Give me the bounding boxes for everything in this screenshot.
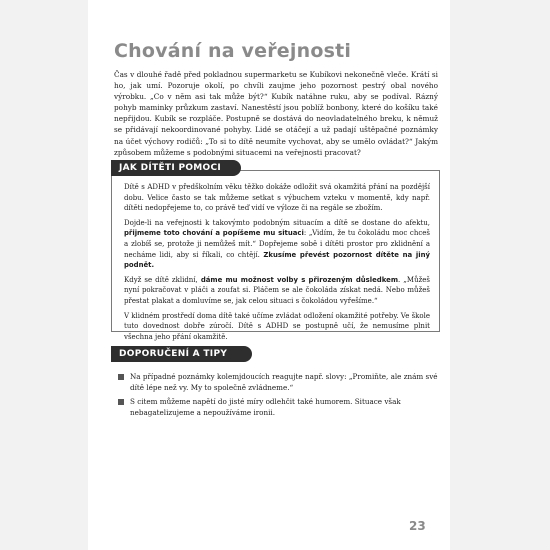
tip-text: S citem můžeme napětí do jisté míry odlehčit také humorem. Situace však nebagatelizujeme a nepoužíváme ironii. xyxy=(130,396,401,417)
tips-heading: DOPORUČENÍ A TIPY xyxy=(111,346,252,362)
help-paragraph-3-text-2: . „Můžeš nyní pokračovat v pláči a zoufat si. Pláčem se ale čokoláda získat nedá. Nebo můžeš přestat plakat a domluvíme se, jak celou situaci s čokoládou vyřešíme.“ xyxy=(124,275,430,305)
help-paragraph-2-text: Dojde-li na veřejnosti k takovýmto podobným situacím a dítě se dostane do afektu, xyxy=(124,218,430,227)
square-bullet-icon xyxy=(118,399,124,405)
square-bullet-icon xyxy=(118,374,124,380)
help-paragraph-3 xyxy=(124,275,430,307)
list-item xyxy=(118,396,438,419)
page-number: 23 xyxy=(409,519,426,533)
tip-text: Na případné poznámky kolemjdoucích reagujte např. slovy: „Promiňte, ale znám své dítě lépe než vy. My to společně zvládneme.“ xyxy=(130,372,438,393)
intro-paragraph: Čas v dlouhé řadě před pokladnou supermarketu se Kubíkovi nekonečně vleče. Krátí si ho, jak umí. Pozoruje okolí, po chvíli zaujme jeho pozornost pestrý obal nového výrobku. „Co v něm asi tak může být?“ Kubík natáhne ruku, aby se podíval. Rázný pohyb maminky průzkum zastaví. Nanestěstí jsou poblíž bonbony, které do košíku také nepřijdou. Kubík se rozpláče. Postupně se dostává do neovladatelného breku, k němuž se přidávají nekoordinované pohyby. Lidé se otáčejí a už padají uštěpačné poznámky na účet výchovy rodičů: „To si to dítě neumíte vychovat, aby se umělo ovládat?“ Jakým způsobem můžeme s podobnými situacemi na veřejnosti pracovat? xyxy=(114,70,438,157)
help-paragraph-2-bold: přijmeme toto chování a popíšeme mu situaci xyxy=(124,229,304,238)
help-paragraph-2 xyxy=(124,218,430,271)
help-box-content xyxy=(124,182,430,346)
page-title: Chování na veřejnosti xyxy=(114,40,352,62)
help-paragraph-1: Dítě s ADHD v předškolním věku těžko dokáže odložit svá okamžitá přání na pozdější dobu. Velice často se tak můžeme setkat s výbuchem vzteku v momentě, kdy např. dítěti nedopřejeme to, co právě teď vidí ve výloze či na regále se zbožím. xyxy=(124,183,430,213)
help-paragraph-2-text-2: : „Vidím, že tu čokoládu moc chceš a zlobíš se, protože ji nemůžeš mít.“ Dopřejeme sobě i dítěti prostor pro zklidnění a necháme lidi, aby si říkali, co chtějí. xyxy=(124,229,430,259)
tips-list xyxy=(118,371,438,420)
help-paragraph-3-bold: dáme mu možnost volby s přirozeným důsledkem xyxy=(200,275,398,284)
help-paragraph-3-text: Když se dítě zklidní, xyxy=(124,275,201,284)
how-to-help-heading: JAK DÍTĚTI POMOCI xyxy=(111,160,241,176)
help-paragraph-2-bold-2: Zkusíme převést pozornost dítěte na jiný podnět. xyxy=(124,250,430,270)
list-item xyxy=(118,371,438,394)
help-paragraph-4: V klidném prostředí doma dítě také učíme zvládat odložení okamžité potřeby. Ve škole tuto dovednost dobře zúročí. Dítě s ADHD se postupně učí, že nemusíme plnit všechna jeho přání okamžitě. xyxy=(124,311,431,341)
